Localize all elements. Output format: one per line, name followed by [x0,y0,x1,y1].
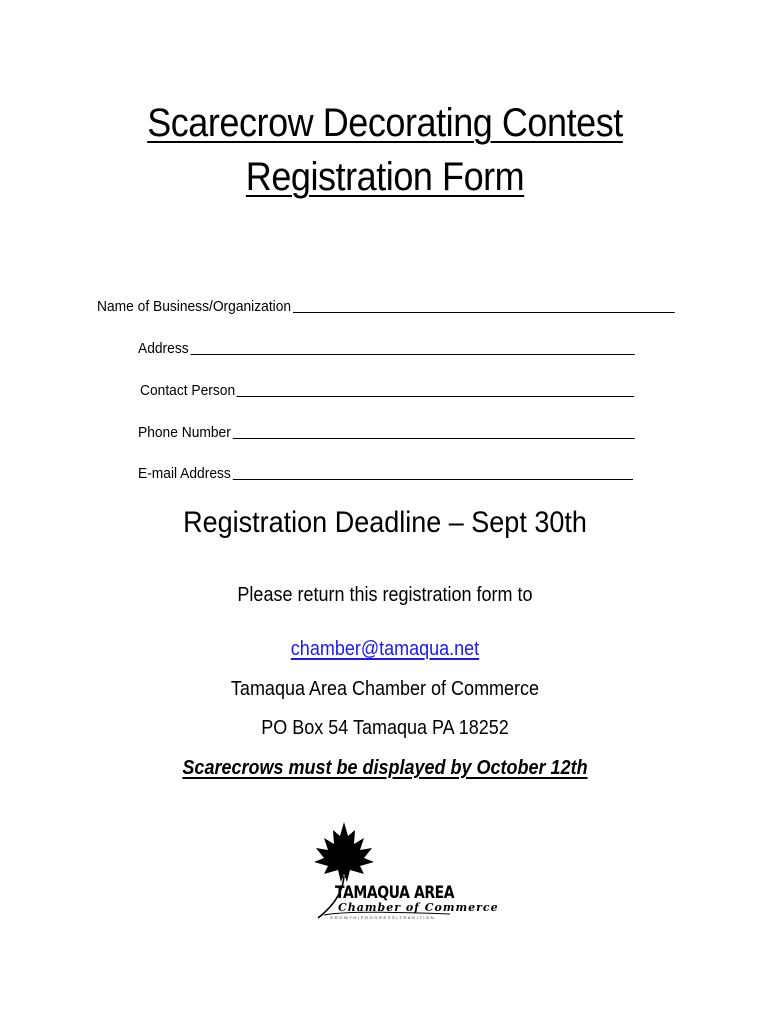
phone-number-label: Phone Number [138,424,231,441]
form-title-line1: Scarecrow Decorating Contest [147,101,623,145]
display-deadline-note: Scarecrows must be displayed by October 12th [182,757,588,779]
contact-person-label: Contact Person [140,382,236,399]
chamber-logo [300,818,499,928]
email-link[interactable]: chamber@tamaqua.net [290,638,480,660]
address-label: Address [138,340,189,357]
contact-person-field[interactable] [140,380,634,400]
contact-person-blank[interactable] [237,396,634,397]
business-name-field[interactable] [97,296,675,316]
phone-number-field[interactable] [138,422,635,442]
phone-number-blank[interactable] [233,438,635,439]
email-address-label: E-mail Address [138,465,231,482]
organization-name: Tamaqua Area Chamber of Commerce [230,678,540,700]
address-blank[interactable] [190,354,634,355]
mailing-address: PO Box 54 Tamaqua PA 18252 [261,717,509,739]
email-address-field[interactable] [138,463,633,483]
business-name-label: Name of Business/Organization [97,298,292,315]
address-field[interactable] [138,338,635,358]
form-title-line2: Registration Form [245,155,525,199]
return-instructions: Please return this registration form to [237,584,533,606]
registration-deadline: Registration Deadline – Sept 30th [183,506,587,539]
business-name-blank[interactable] [293,312,675,313]
logo-name: TAMAQUA AREA [335,883,455,903]
logo-subtitle: Chamber of Commerce [338,901,499,914]
email-address-blank[interactable] [233,479,633,480]
logo-tagline: GROWTH•PROGRESS•TRADITION [330,915,436,920]
